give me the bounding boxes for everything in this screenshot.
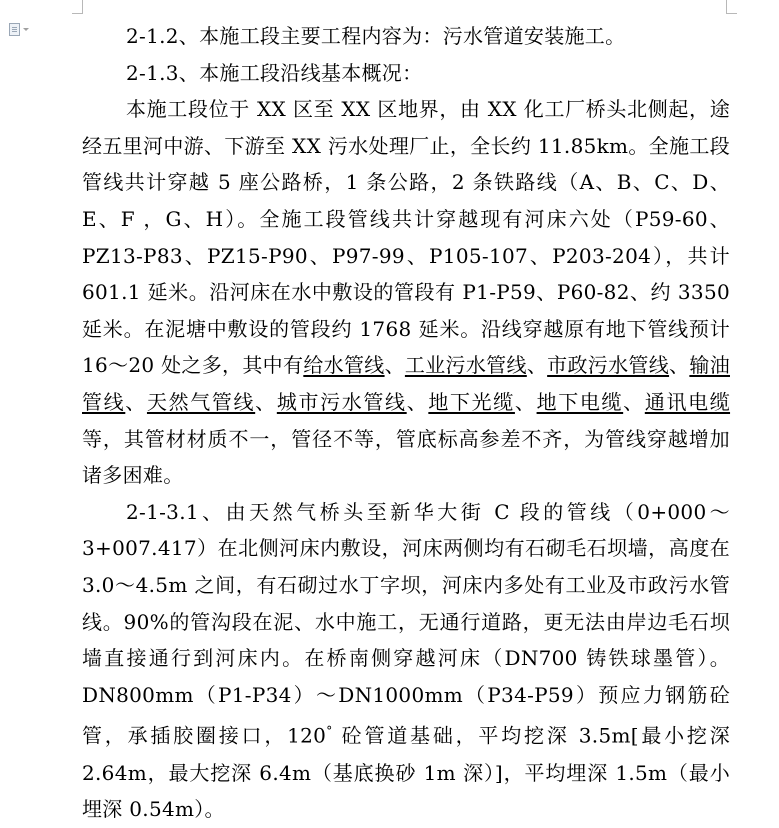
- paragraph-2-1-3-1: [82, 494, 730, 828]
- degree-sign: °: [326, 724, 333, 739]
- pipeline-natural-gas: 天然气管线: [146, 389, 256, 414]
- document-icon: [9, 23, 20, 36]
- paragraph-2-1-3: 2-1.3、本施工段沿线基本概况：: [126, 60, 423, 85]
- separator: 、: [125, 389, 147, 414]
- pipeline-city-sewage: 城市污水管线: [276, 389, 407, 414]
- margin-corner-mark-left: [72, 0, 83, 14]
- pipeline-water-supply: 给水管线: [303, 353, 385, 378]
- document-body: [82, 18, 730, 828]
- separator: 、: [406, 389, 429, 414]
- paragraph-2-1-2: 2-1.2、本施工段主要工程内容为：污水管道安装施工。: [126, 24, 626, 48]
- separator: 、: [384, 353, 405, 378]
- pipeline-municipal-sewage: 市政污水管线: [547, 353, 670, 378]
- separator: 、: [514, 389, 537, 414]
- overview-text: 本施工段位于 XX 区至 XX 区地界，由 XX 化工厂桥头北侧起，途经五里河中游、下游至 XX 污水处理厂止，全长约 11.85km。全施工段管线共计穿越 5 座公路桥，1 条公路，2 条铁路线（A、B、C、D、E、F ，G、H）。全施工段管线共计穿越现有河床六处（P59-60、PZ13-P83、PZ15-P90、P97-99、P105-107、P203-204），共计 601.1 延米。沿河床在水中敷设的管段有 P1-P59、P60-82、约 3350 延米。在泥塘中敷设的管段约 1768 延米。沿线穿越原有地下管线预计 16～20 处之多，其中有: [82, 97, 730, 378]
- separator: 、: [623, 389, 645, 414]
- pipeline-underground-optical-cable: 地下光缆: [428, 389, 515, 414]
- separator: 、: [526, 353, 548, 378]
- section-text: 2-1-3.1、由天然气桥头至新华大街 C 段的管线（0+000～3+007.417）在北侧河床内敷设，河床两侧均有石砌毛石坝墙，高度在 3.0～4.5m 之间，有石砌过水丁字坝，河床内多处有工业及市政污水管线。90%的管沟段在泥、水中施工，无通行道路，更无法由岸边毛石坝墙直接通行到河床内。在桥南侧穿越河床（DN700 铸铁球墨管）。DN800mm（P1-P34）～DN1000mm（P34-P59）预应力钢筋砼管，承插胶圈接口，120: [82, 499, 730, 748]
- separator: 、: [255, 389, 277, 414]
- margin-corner-mark-right: [726, 0, 737, 14]
- section-text-tail: 砼管道基础，平均挖深 3.5m[最小挖深 2.64m，最大挖深 6.4m（基底换砂 1m 深）]，平均埋深 1.5m（最小埋深 0.54m）。: [82, 723, 730, 822]
- pipeline-telecom-cable: 通讯电缆: [644, 389, 731, 414]
- pipeline-underground-power-cable: 地下电缆: [536, 389, 624, 414]
- separator: 、: [669, 353, 690, 378]
- chevron-down-icon: [23, 28, 29, 31]
- pipeline-oil: 输油管线: [82, 353, 730, 414]
- paragraph-overview: [82, 91, 730, 494]
- pipeline-industrial-sewage: 工业污水管线: [404, 353, 527, 378]
- overview-text-tail: 等，其管材材质不一，管径不等，管底标高参差不齐，为管线穿越增加诸多困难。: [82, 426, 730, 488]
- document-options-button[interactable]: [9, 22, 35, 36]
